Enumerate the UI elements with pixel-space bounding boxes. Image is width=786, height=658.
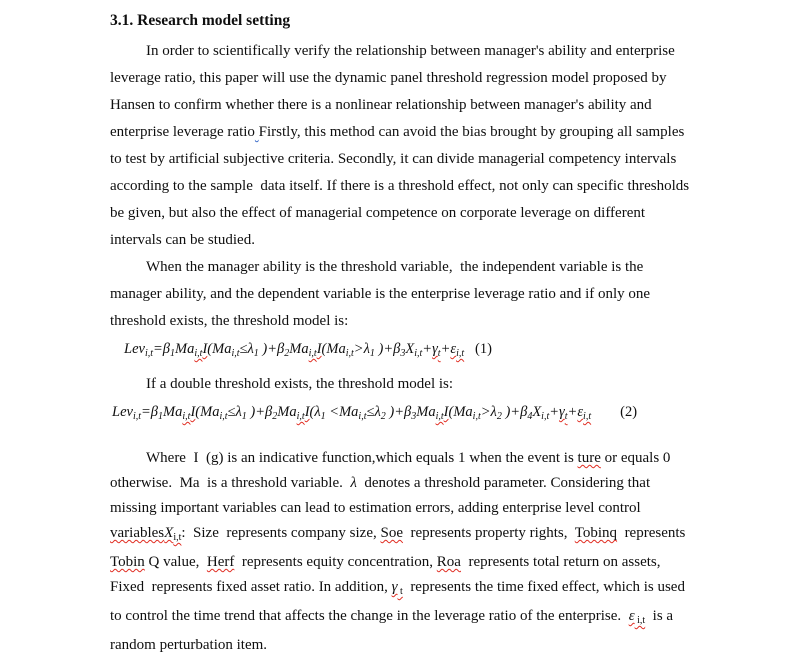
text-run: > <box>353 341 364 357</box>
text-run: i,t <box>231 348 240 359</box>
text-run: λ <box>490 404 497 420</box>
text-run: i,t <box>358 411 367 422</box>
text-run: X <box>405 341 415 357</box>
text-run: < <box>325 404 340 420</box>
text-run: i,t <box>435 411 444 422</box>
text-run: represents total return on assets, Fixed represents fixed asset ratio. In addition, <box>110 554 665 595</box>
text-run: In order to scientifically verify the relationship between manager's ability and enterprise leverage ratio, this paper will use the dynamic panel threshold regression model proposed by Hansen to confirm whether there is a nonlinear relationship between manager's ability and enterprise leverage ratio <box>110 43 679 140</box>
text-run: Ma <box>326 341 346 357</box>
text-run: β <box>404 404 412 420</box>
text-run: i,t <box>541 411 550 422</box>
text-run: (1) <box>464 341 492 357</box>
text-run: ε <box>450 341 457 357</box>
text-run: Lev <box>124 341 145 357</box>
text-run: Q value, <box>144 554 207 570</box>
paragraph-double-threshold-lead <box>110 371 692 398</box>
text-run: i,t <box>296 411 305 422</box>
text-run: Tobin <box>110 554 145 570</box>
text-run: i,t <box>472 411 481 422</box>
text-run: i,t <box>194 348 203 359</box>
text-run: γ <box>559 404 565 420</box>
text-run: (2) <box>591 404 638 420</box>
text-run: When the manager ability is the threshold variable, the independent variable is the manager ability, and the dependent variable is the enterprise leverage ratio and if only one threshold exists, the threshold model is: <box>110 259 654 329</box>
paragraph-intro <box>110 38 692 254</box>
text-run: ) <box>374 341 384 357</box>
text-run: + <box>267 341 278 357</box>
text-run: Ma <box>200 404 220 420</box>
text-run: I <box>304 404 310 420</box>
text-run: ture <box>577 450 601 466</box>
text-run: + <box>383 341 394 357</box>
text-run: Ma <box>212 341 232 357</box>
text-run: λ <box>314 404 321 420</box>
text-run: = <box>153 341 163 357</box>
text-run: : Size represents company size, <box>181 525 381 541</box>
text-run: λ <box>374 404 381 420</box>
text-run: ) <box>258 341 268 357</box>
text-run: ≤ <box>366 404 375 420</box>
text-run: represents property rights, <box>402 525 575 541</box>
text-run: Ma <box>339 404 359 420</box>
text-run: Ma <box>289 341 309 357</box>
text-run: X <box>164 525 174 541</box>
text-run: Roa <box>436 554 461 570</box>
text-run: 2 <box>284 348 290 359</box>
text-run: 2 <box>496 411 502 422</box>
text-run: 3 <box>411 411 417 422</box>
text-run: Lev <box>112 404 133 420</box>
text-run: t <box>397 586 403 597</box>
text-run: i,t <box>634 615 646 626</box>
text-run: 2 <box>380 411 386 422</box>
text-run: i,t <box>219 411 228 422</box>
text-run: ≤ <box>239 341 248 357</box>
paragraph-threshold-variable <box>110 254 692 335</box>
section-heading: 3.1. Research model setting <box>110 12 291 29</box>
text-run: I <box>443 404 449 420</box>
equation-1 <box>110 335 692 368</box>
text-run: + <box>510 404 521 420</box>
text-run: I <box>190 404 196 420</box>
text-run: Soe <box>380 525 403 541</box>
text-run: or equals 0 otherwise. Ma is a threshold variable. <box>110 450 675 491</box>
text-run: i,t <box>144 348 153 359</box>
text-run: ( <box>309 404 315 420</box>
text-run: Ma <box>163 404 183 420</box>
text-run: β <box>277 341 285 357</box>
text-run: + <box>567 404 578 420</box>
text-run: ( <box>207 341 213 357</box>
text-run: ε <box>628 608 635 624</box>
text-run: + <box>549 404 560 420</box>
text-run: i,t <box>456 348 465 359</box>
text-run: λ <box>235 404 242 420</box>
text-run: 1 <box>369 348 375 359</box>
text-run: Ma <box>175 341 195 357</box>
text-run: i,t <box>583 411 592 422</box>
text-run: i,t <box>173 532 182 543</box>
text-run: ( <box>448 404 454 420</box>
text-run: λ <box>247 341 254 357</box>
text-run: 1 <box>158 411 164 422</box>
text-run: Ma <box>416 404 436 420</box>
text-run: 1 <box>170 348 176 359</box>
equation-2 <box>110 398 692 431</box>
text-run: + <box>255 404 266 420</box>
text-run: + <box>440 341 451 357</box>
text-run: β <box>520 404 528 420</box>
text-run: 2 <box>272 411 278 422</box>
text-run: > <box>480 404 491 420</box>
text-run: i,t <box>132 411 141 422</box>
text-run: + <box>422 341 433 357</box>
text-run: γ <box>432 341 438 357</box>
text-run: Herf <box>206 554 235 570</box>
text-run: Where I (g) is an indicative function,which equals 1 when the event is <box>146 450 578 466</box>
text-run: + <box>394 404 404 420</box>
text-run: β <box>393 341 401 357</box>
text-run: i,t <box>308 348 317 359</box>
text-run: ≤ <box>227 404 236 420</box>
text-run: I <box>316 341 322 357</box>
text-run: λ <box>350 475 357 491</box>
text-run: represents the time fixed effect, which is used to control the time trend that affects the change in the leverage ratio of the enterprise. <box>110 579 689 624</box>
text-run: i,t <box>345 348 354 359</box>
text-run: 1 <box>241 411 247 422</box>
text-run: I <box>202 341 208 357</box>
text-run: i,t <box>414 348 423 359</box>
text-run: ) <box>246 404 256 420</box>
text-run: X <box>532 404 542 420</box>
text-run: Firstly, this method can avoid the bias brought by grouping all samples to test by artificial subjective criteria. Secondly, it can divide managerial competency intervals according to the sample data itself. If there is a threshold effect, not only can specific thresholds be given, but also the effect of managerial competence on corporate leverage on different intervals can be studied. <box>110 124 693 248</box>
text-run: t <box>564 411 568 422</box>
text-run: β <box>150 404 159 420</box>
text-run: 3 <box>400 348 406 359</box>
text-run: 4 <box>527 411 533 422</box>
text-run: β <box>162 341 171 357</box>
text-run: 1 <box>320 411 326 422</box>
text-run: variables <box>110 525 165 541</box>
text-run: 1 <box>253 348 259 359</box>
text-run: λ <box>363 341 370 357</box>
text-run: is a random perturbation item. <box>110 608 677 653</box>
text-run: t <box>437 348 441 359</box>
text-run: β <box>265 404 273 420</box>
text-run: denotes a threshold parameter. Considering that missing important variables can lead to estimation errors, adding enterprise level control <box>110 475 654 516</box>
text-run: Ma <box>277 404 297 420</box>
text-run: ) <box>501 404 511 420</box>
text-run: represents <box>617 525 689 541</box>
text-run: γ <box>391 579 398 595</box>
text-run: ε <box>577 404 584 420</box>
text-run: Tobinq <box>574 525 618 541</box>
text-run: i,t <box>182 411 191 422</box>
text-run: ( <box>321 341 327 357</box>
text-run: represents equity concentration, <box>234 554 437 570</box>
text-run: ) <box>385 404 395 420</box>
text-run: If a double threshold exists, the threshold model is: <box>146 376 454 392</box>
text-run: Ma <box>453 404 473 420</box>
text-run: ( <box>195 404 201 420</box>
paragraph-variable-definitions <box>110 446 692 658</box>
text-run: = <box>141 404 151 420</box>
